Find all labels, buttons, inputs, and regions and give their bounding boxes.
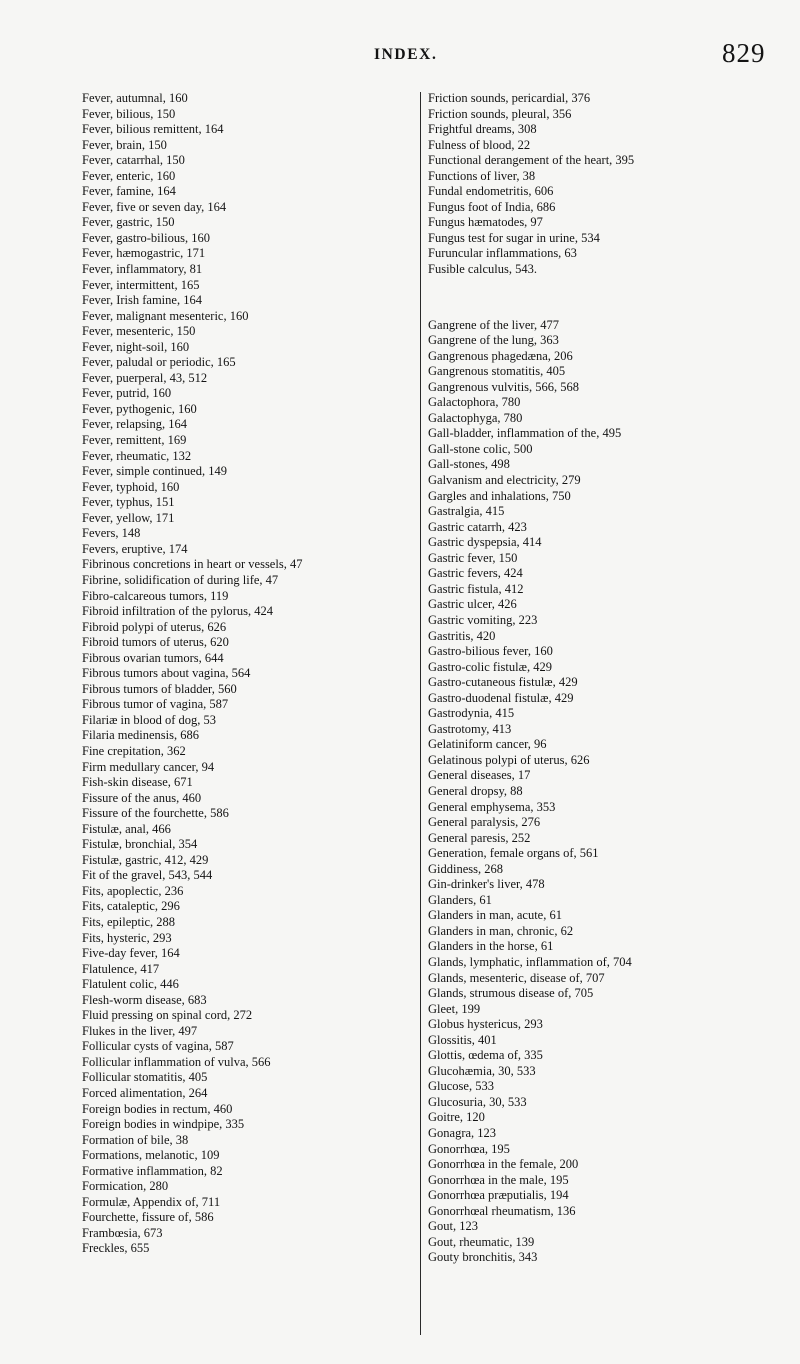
index-entry: Fever, bilious remittent, 164: [82, 122, 224, 137]
index-entry: Gastro-bilious fever, 160: [428, 644, 553, 659]
index-entry: Gouty bronchitis, 343: [428, 1250, 538, 1265]
index-entry: Fluid pressing on spinal cord, 272: [82, 1008, 253, 1023]
index-entry: Friction sounds, pleural, 356: [428, 106, 572, 121]
index-entry: Flesh-worm disease, 683: [82, 992, 207, 1007]
index-entry: Fibroid polypi of uterus, 626: [82, 619, 227, 634]
index-entry: Formation of bile, 38: [82, 1132, 189, 1147]
index-entry: Gall-stones, 498: [428, 457, 510, 472]
index-entry: Fibrous tumors of bladder, 560: [82, 681, 237, 696]
column-divider: [420, 92, 421, 1335]
index-entry: Five-day fever, 164: [82, 946, 180, 961]
index-entry: Gastralgia, 415: [428, 504, 505, 519]
index-entry: Gangrene of the liver, 477: [428, 317, 560, 332]
index-entry: Fever, mesenteric, 150: [82, 324, 196, 339]
index-entry: Glands, mesenteric, disease of, 707: [428, 970, 605, 985]
index-entry: Gastric fevers, 424: [428, 566, 523, 581]
index-entry: Gonorrhœa, 195: [428, 1141, 510, 1156]
index-entry: Gastro-colic fistulæ, 429: [428, 659, 552, 674]
index-entry: Giddiness, 268: [428, 861, 503, 876]
index-entry: Fever, puerperal, 43, 512: [82, 370, 208, 385]
index-entry: Fever, paludal or periodic, 165: [82, 355, 236, 370]
index-entry: Fever, rheumatic, 132: [82, 448, 192, 463]
index-entry: Fish-skin disease, 671: [82, 775, 193, 790]
index-entry: Fibrous tumor of vagina, 587: [82, 697, 229, 712]
index-entry: General dropsy, 88: [428, 783, 523, 798]
index-entry: Glucohæmia, 30, 533: [428, 1063, 536, 1078]
index-entry: Glands, lymphatic, inflammation of, 704: [428, 954, 632, 969]
index-entry: Gastritis, 420: [428, 628, 496, 643]
index-entry: Filariæ in blood of dog, 53: [82, 712, 217, 727]
index-entry: Fever, five or seven day, 164: [82, 199, 227, 214]
index-entry: Fusible calculus, 543.: [428, 262, 538, 277]
index-entry: Gastric catarrh, 423: [428, 519, 527, 534]
index-entry: Fever, malignant mesenteric, 160: [82, 308, 249, 323]
index-entry: Fissure of the fourchette, 586: [82, 806, 229, 821]
index-entry: Fever, gastro-bilious, 160: [82, 230, 210, 245]
index-entry: Galactophyga, 780: [428, 410, 523, 425]
index-entry: Galactophora, 780: [428, 395, 521, 410]
index-entry: Gonorrhœal rheumatism, 136: [428, 1203, 576, 1218]
index-entry: General paralysis, 276: [428, 815, 541, 830]
index-entry: Gastric fistula, 412: [428, 581, 524, 596]
index-entry: Gelatiniform cancer, 96: [428, 737, 547, 752]
index-entry: Fever, yellow, 171: [82, 510, 175, 525]
index-entry: Forced alimentation, 264: [82, 1086, 208, 1100]
index-entry: Galvanism and electricity, 279: [428, 473, 581, 488]
index-entry: Fevers, eruptive, 174: [82, 541, 188, 556]
index-entry: Gastrotomy, 413: [428, 721, 512, 736]
index-entry: Gelatinous polypi of uterus, 626: [428, 752, 590, 767]
index-entry: Gonorrhœa præputialis, 194: [428, 1188, 569, 1203]
index-entry: Glottis, œdema of, 335: [428, 1048, 543, 1063]
group-separator: [428, 278, 788, 318]
index-entry: Fine crepitation, 362: [82, 743, 186, 758]
index-entry: Glossitis, 401: [428, 1032, 497, 1047]
index-entry: Fungus hæmatodes, 97: [428, 215, 543, 230]
index-entry: Fever, Irish famine, 164: [82, 293, 202, 308]
index-entry: Gastric fever, 150: [428, 550, 518, 565]
index-entry: Fever, typhus, 151: [82, 495, 175, 510]
index-entry: Fever, typhoid, 160: [82, 479, 180, 494]
index-entry: Furuncular inflammations, 63: [428, 246, 577, 261]
index-entry: Fibroid infiltration of the pylorus, 424: [82, 604, 273, 619]
index-entry: Glucosuria, 30, 533: [428, 1094, 527, 1109]
index-entry: Fever, autumnal, 160: [82, 91, 188, 105]
index-entry: Glanders in man, chronic, 62: [428, 923, 574, 938]
index-entry: General emphysema, 353: [428, 799, 556, 814]
index-entry: Fistulæ, gastric, 412, 429: [82, 852, 209, 867]
index-entry: Gangrenous stomatitis, 405: [428, 364, 566, 379]
index-entry: Glanders in man, acute, 61: [428, 908, 562, 923]
index-entry: Follicular inflammation of vulva, 566: [82, 1054, 271, 1069]
index-column-right: [428, 91, 788, 1266]
index-group-f: [428, 91, 788, 278]
index-entry: Fever, brain, 150: [82, 137, 167, 152]
index-entry: Glucose, 533: [428, 1079, 494, 1094]
index-entry: Fever, remittent, 169: [82, 433, 187, 448]
index-entry: Generation, female organs of, 561: [428, 846, 599, 861]
index-entry: Frambœsia, 673: [82, 1225, 163, 1240]
index-entry: Gall-bladder, inflammation of the, 495: [428, 426, 622, 441]
index-entry: Freckles, 655: [82, 1241, 150, 1256]
index-entry: Globus hystericus, 293: [428, 1017, 543, 1032]
index-entry: Fever, enteric, 160: [82, 168, 176, 183]
index-entry: Gastric vomiting, 223: [428, 612, 538, 627]
index-entry: Fibrinous concretions in heart or vessels, 47: [82, 557, 303, 572]
index-entry: Fever, putrid, 160: [82, 386, 172, 401]
index-entry: Fibro-calcareous tumors, 119: [82, 588, 229, 603]
index-entry: Gastric ulcer, 426: [428, 597, 517, 612]
index-entry: Fever, intermittent, 165: [82, 277, 200, 292]
index-entry: Fungus foot of India, 686: [428, 199, 556, 214]
index-entry: Fevers, 148: [82, 526, 141, 541]
index-column-left: [82, 91, 422, 1257]
index-entry: Fits, apoplectic, 236: [82, 883, 184, 898]
index-entry: Gleet, 199: [428, 1001, 481, 1016]
index-entry: Formication, 280: [82, 1179, 169, 1194]
index-entry: General paresis, 252: [428, 830, 531, 845]
index-entry: Formulæ, Appendix of, 711: [82, 1194, 221, 1209]
index-entry: Gin-drinker's liver, 478: [428, 877, 545, 892]
index-entry: Gangrenous vulvitis, 566, 568: [428, 379, 580, 394]
index-entry: Fit of the gravel, 543, 544: [82, 868, 213, 883]
index-entry: Fever, inflammatory, 81: [82, 262, 203, 277]
index-entry: Flatulence, 417: [82, 961, 160, 976]
page-number: 829: [722, 38, 766, 68]
index-entry: Fever, bilious, 150: [82, 106, 176, 121]
index-entry: Frightful dreams, 308: [428, 122, 537, 137]
index-entry: Gout, rheumatic, 139: [428, 1234, 535, 1249]
index-entry: Fever, hæmogastric, 171: [82, 246, 206, 261]
index-entry: Fistulæ, anal, 466: [82, 821, 171, 836]
index-entry: Fits, epileptic, 288: [82, 914, 176, 929]
index-entry: Fever, catarrhal, 150: [82, 153, 185, 168]
index-entry: General diseases, 17: [428, 768, 531, 783]
index-entry: Gout, 123: [428, 1219, 478, 1234]
index-entry: Gonagra, 123: [428, 1126, 497, 1140]
index-entry: Gonorrhœa in the female, 200: [428, 1157, 579, 1172]
index-entry: Fever, night-soil, 160: [82, 339, 190, 354]
index-entry: Fungus test for sugar in urine, 534: [428, 230, 600, 245]
index-entry: Glanders, 61: [428, 892, 492, 907]
index-group-g: [428, 318, 788, 1266]
index-entry: Foreign bodies in windpipe, 335: [82, 1117, 245, 1132]
index-entry: Fever, famine, 164: [82, 184, 176, 199]
page-header-title: INDEX.: [374, 46, 438, 63]
index-entry: Goitre, 120: [428, 1110, 485, 1125]
index-entry: Fundal endometritis, 606: [428, 184, 554, 199]
index-entry: Formations, melanotic, 109: [82, 1148, 220, 1163]
index-entry: Foreign bodies in rectum, 460: [82, 1101, 233, 1116]
index-entry: Formative inflammation, 82: [82, 1163, 223, 1178]
index-entry: Follicular cysts of vagina, 587: [82, 1039, 234, 1054]
index-entry: Filaria medinensis, 686: [82, 728, 199, 743]
index-entry: Friction sounds, pericardial, 376: [428, 91, 591, 105]
index-entry: Glanders in the horse, 61: [428, 939, 554, 954]
index-entry: Functions of liver, 38: [428, 168, 536, 183]
index-entry: Functional derangement of the heart, 395: [428, 153, 635, 168]
index-entry: Fibroid tumors of uterus, 620: [82, 635, 229, 650]
index-entry: Follicular stomatitis, 405: [82, 1070, 208, 1085]
index-entry: Gastro-cutaneous fistulæ, 429: [428, 675, 578, 690]
index-entry: Fulness of blood, 22: [428, 137, 531, 152]
index-entry: Fits, hysteric, 293: [82, 930, 172, 945]
index-entry: Gangrene of the lung, 363: [428, 333, 559, 348]
index-entry: Fibrine, solidification of during life, 47: [82, 572, 279, 587]
index-entry: Fever, simple continued, 149: [82, 464, 227, 479]
index-entry: Gargles and inhalations, 750: [428, 488, 571, 503]
index-entry: Gonorrhœa in the male, 195: [428, 1172, 569, 1187]
index-entry: Fever, gastric, 150: [82, 215, 175, 230]
index-entry: Fourchette, fissure of, 586: [82, 1210, 214, 1225]
index-entry: Fistulæ, bronchial, 354: [82, 837, 198, 852]
index-entry: Fits, cataleptic, 296: [82, 899, 180, 914]
index-entry: Gangrenous phagedæna, 206: [428, 348, 573, 363]
index-entry: Fibrous ovarian tumors, 644: [82, 650, 224, 665]
index-entry: Glands, strumous disease of, 705: [428, 986, 594, 1001]
index-entry: Gastrodynia, 415: [428, 706, 515, 721]
index-entry: Fever, relapsing, 164: [82, 417, 188, 432]
index-entry: Flatulent colic, 446: [82, 977, 179, 992]
index-entry: Firm medullary cancer, 94: [82, 759, 215, 774]
index-entry: Fibrous tumors about vagina, 564: [82, 666, 251, 681]
index-entry: Fever, pythogenic, 160: [82, 401, 197, 416]
index-entry: Fissure of the anus, 460: [82, 790, 202, 805]
index-entry: Gastro-duodenal fistulæ, 429: [428, 690, 574, 705]
index-entry: Gall-stone colic, 500: [428, 441, 533, 456]
index-entry: Gastric dyspepsia, 414: [428, 535, 542, 550]
index-entry: Flukes in the liver, 497: [82, 1023, 198, 1038]
